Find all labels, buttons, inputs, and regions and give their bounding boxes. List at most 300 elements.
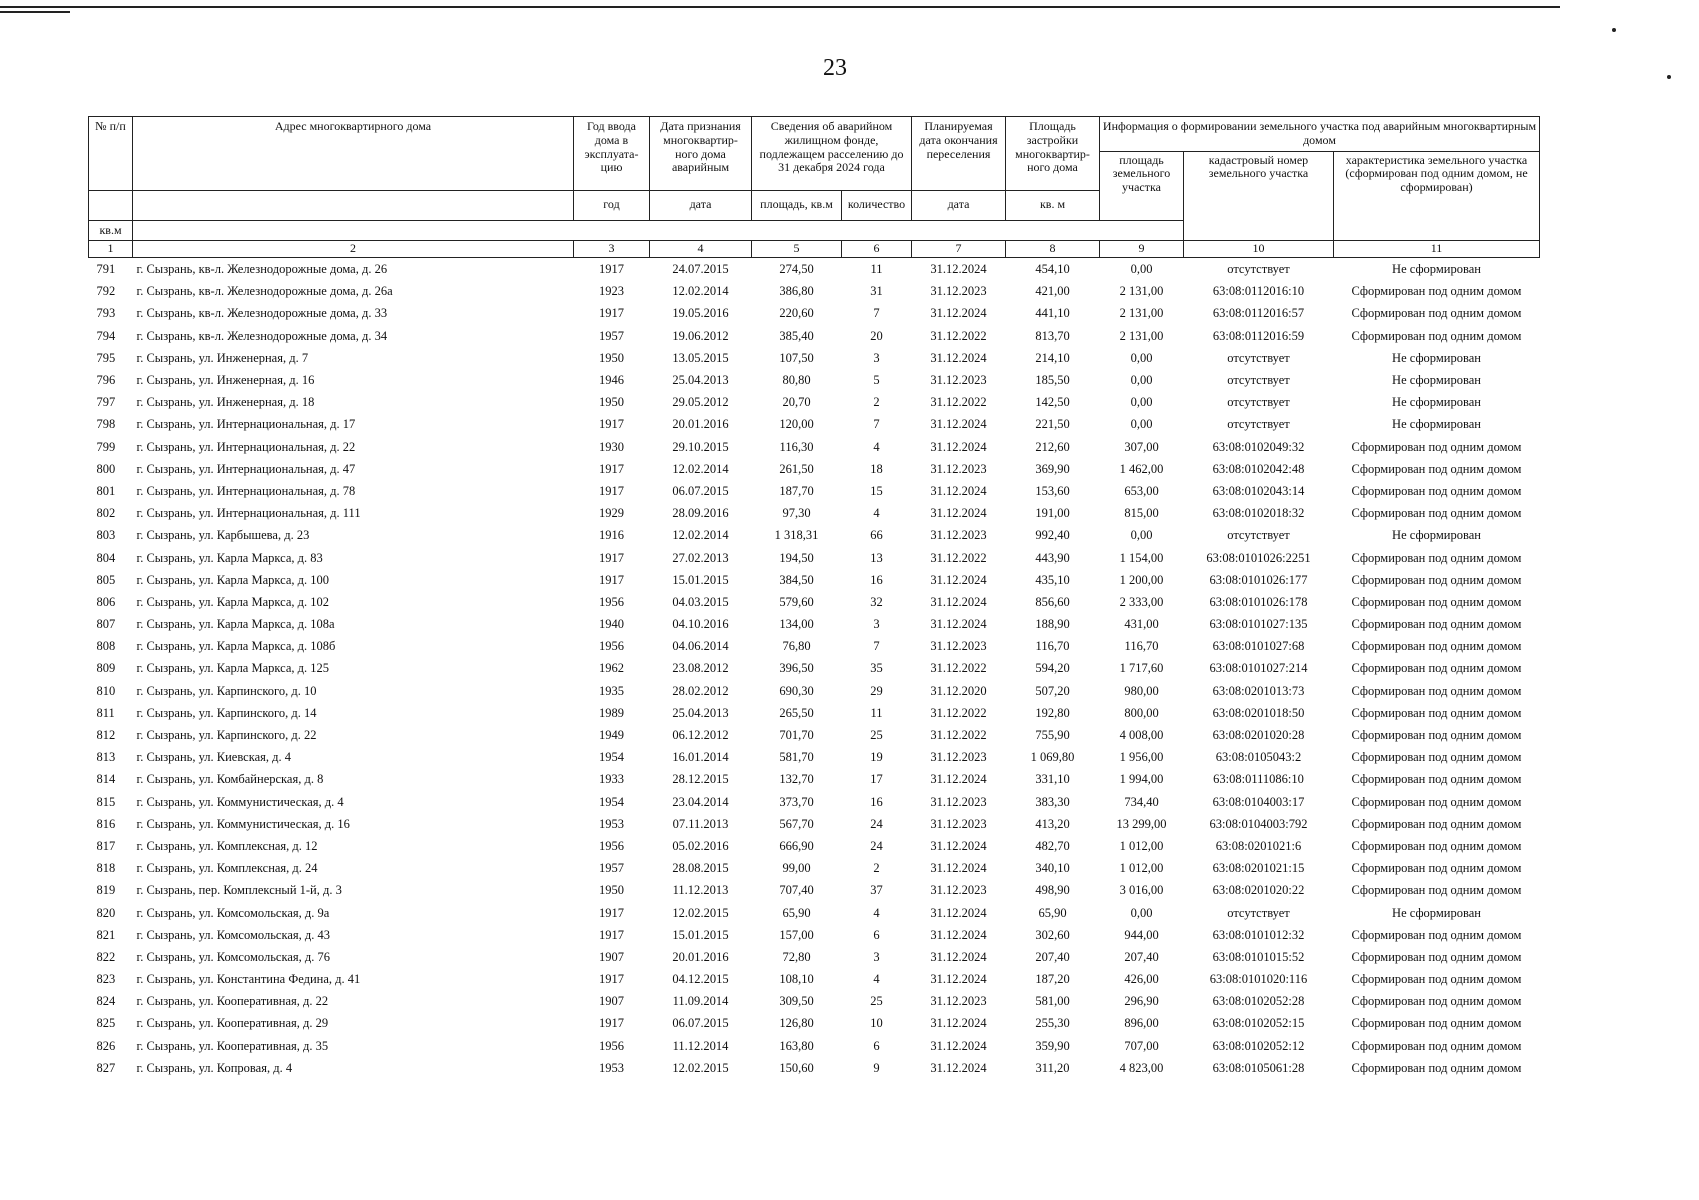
recognition-date-cell: 12.02.2015 [672,905,729,920]
planned-date-cell: 31.12.2024 [930,572,987,587]
header-unit-land-area: кв.м [89,220,133,241]
land-area-cell: 2 333,00 [1119,594,1164,609]
fund-count-cell: 7 [873,639,880,654]
row-number-cell: 823 [96,972,116,987]
table-row [89,879,1540,901]
building-area-cell: 594,20 [1035,661,1070,676]
top-rule [0,6,1560,8]
planned-date-cell: 31.12.2023 [930,639,987,654]
fund-area-cell: 134,00 [779,617,814,632]
land-area-cell: 815,00 [1124,506,1159,521]
fund-area-cell: 163,80 [779,1038,814,1053]
building-area-cell: 187,20 [1035,972,1070,987]
recognition-date-cell: 25.04.2013 [672,705,729,720]
building-area-cell: 813,70 [1035,328,1070,343]
table-row [89,258,1540,281]
planned-date-cell: 31.12.2023 [930,750,987,765]
row-number-cell: 815 [96,794,116,809]
table-row [89,591,1540,613]
planned-date-cell: 31.12.2022 [930,661,987,676]
header-unit-year: год [574,190,650,220]
table-row [89,436,1540,458]
planned-date-cell: 31.12.2022 [930,550,987,565]
planned-date-cell: 31.12.2023 [930,994,987,1009]
land-characteristic-cell: Сформирован под одним домом [1351,1060,1522,1075]
commission-year-cell: 1953 [599,1060,624,1075]
fund-count-cell: 6 [873,927,880,942]
table-row [89,813,1540,835]
building-area-cell: 116,70 [1035,639,1070,654]
fund-count-cell: 7 [873,417,880,432]
land-characteristic-cell: Сформирован под одним домом [1351,816,1522,831]
fund-area-cell: 116,30 [779,439,814,454]
cadastral-number-cell: 63:08:0102018:32 [1212,506,1305,521]
header-col-fund: Сведения об аварийном жилищном фонде, подлежащем расселению до 31 декабря 2024 года [752,117,912,191]
recognition-date-cell: 15.01.2015 [672,572,729,587]
page-number: 23 [823,55,847,81]
fund-area-cell: 373,70 [779,794,814,809]
row-number-cell: 826 [96,1038,116,1053]
cadastral-number-cell: 63:08:0101015:52 [1212,949,1305,964]
table-row [89,303,1540,325]
land-area-cell: 307,00 [1124,439,1159,454]
row-number-cell: 799 [96,439,116,454]
header-col-year: Год ввода дома в эксплуата-цию [574,117,650,191]
recognition-date-cell: 27.02.2013 [672,550,729,565]
fund-area-cell: 107,50 [779,350,814,365]
row-number-cell: 820 [96,905,116,920]
building-area-cell: 507,20 [1035,683,1070,698]
fund-area-cell: 76,80 [782,639,811,654]
fund-area-cell: 20,70 [782,395,811,410]
cadastral-number-cell: 63:08:0104003:792 [1209,816,1308,831]
land-characteristic-cell: Сформирован под одним домом [1351,550,1522,565]
land-area-cell: 734,40 [1124,794,1159,809]
fund-area-cell: 132,70 [779,772,814,787]
fund-count-cell: 6 [873,1038,880,1053]
recognition-date-cell: 28.08.2015 [672,861,729,876]
building-area-cell: 498,90 [1035,883,1070,898]
cadastral-number-cell: 63:08:0112016:59 [1212,328,1305,343]
table-row [89,1013,1540,1035]
fund-count-cell: 13 [870,550,883,565]
recognition-date-cell: 11.12.2014 [672,1038,729,1053]
table-row [89,458,1540,480]
land-characteristic-cell: Сформирован под одним домом [1351,994,1522,1009]
cadastral-number-cell: 63:08:0101027:135 [1209,617,1308,632]
cadastral-number-cell: 63:08:0101020:116 [1209,972,1308,987]
cadastral-number-cell: 63:08:0101026:2251 [1206,550,1311,565]
cadastral-number-cell: 63:08:0101012:32 [1212,927,1305,942]
recognition-date-cell: 29.05.2012 [672,395,729,410]
planned-date-cell: 31.12.2023 [930,461,987,476]
address-cell: г. Сызрань, ул. Комсомольская, д. 43 [136,927,330,942]
fund-count-cell: 2 [873,861,880,876]
fund-count-cell: 16 [870,794,883,809]
land-characteristic-cell: Сформирован под одним домом [1351,439,1522,454]
planned-date-cell: 31.12.2023 [930,284,987,299]
fund-count-cell: 31 [870,284,883,299]
fund-count-cell: 17 [870,772,883,787]
table-row [89,990,1540,1012]
cadastral-number-cell: 63:08:0102052:12 [1212,1038,1305,1053]
fund-count-cell: 10 [870,1016,883,1031]
row-number-cell: 814 [96,772,116,787]
cadastral-number-cell: 63:08:0101027:214 [1209,661,1308,676]
land-characteristic-cell: Сформирован под одним домом [1351,661,1522,676]
building-area-cell: 441,10 [1035,306,1070,321]
fund-area-cell: 99,00 [782,861,811,876]
planned-date-cell: 31.12.2024 [930,350,987,365]
address-cell: г. Сызрань, ул. Карла Маркса, д. 125 [136,661,330,676]
fund-area-cell: 220,60 [779,306,814,321]
address-cell: г. Сызрань, ул. Карпинского, д. 10 [136,683,317,698]
recognition-date-cell: 25.04.2013 [672,373,729,388]
building-area-cell: 65,90 [1038,905,1067,920]
table-row [89,369,1540,391]
row-number-cell: 800 [96,461,116,476]
fund-count-cell: 18 [870,461,883,476]
address-cell: г. Сызрань, ул. Карпинского, д. 22 [136,728,317,743]
land-characteristic-cell: Сформирован под одним домом [1351,772,1522,787]
fund-area-cell: 150,60 [779,1060,814,1075]
fund-count-cell: 2 [873,395,880,410]
table-row [89,524,1540,546]
header-col-number: 4 [650,241,752,258]
header-col-number: 10 [1184,241,1334,258]
address-cell: г. Сызрань, ул. Карла Маркса, д. 108а [136,617,335,632]
row-number-cell: 804 [96,550,116,565]
row-number-cell: 808 [96,639,116,654]
planned-date-cell: 31.12.2024 [930,905,987,920]
address-cell: г. Сызрань, ул. Интернациональная, д. 17 [136,417,356,432]
land-area-cell: 426,00 [1124,972,1159,987]
cadastral-number-cell: 63:08:0104003:17 [1212,794,1305,809]
table-row [89,414,1540,436]
fund-area-cell: 72,80 [782,949,811,964]
table-row [89,924,1540,946]
land-characteristic-cell: Сформирован под одним домом [1351,594,1522,609]
commission-year-cell: 1917 [599,905,624,920]
building-area-cell: 207,40 [1035,949,1070,964]
commission-year-cell: 1935 [599,683,624,698]
recognition-date-cell: 23.04.2014 [672,794,729,809]
address-cell: г. Сызрань, ул. Комсомольская, д. 9а [136,905,330,920]
row-number-cell: 795 [96,350,116,365]
land-characteristic-cell: Сформирован под одним домом [1351,328,1522,343]
fund-count-cell: 24 [870,838,883,853]
header-col-number: 5 [752,241,842,258]
table-row [89,502,1540,524]
address-cell: г. Сызрань, ул. Коммунистическая, д. 4 [136,794,344,809]
address-cell: г. Сызрань, ул. Карла Маркса, д. 83 [136,550,323,565]
land-characteristic-cell: Сформирован под одним домом [1351,572,1522,587]
header-col-land-area: площадь земельного участка [1100,151,1184,220]
land-area-cell: 800,00 [1124,705,1159,720]
address-cell: г. Сызрань, ул. Карпинского, д. 14 [136,705,317,720]
land-area-cell: 116,70 [1124,639,1159,654]
header-unit-address-empty [133,190,574,220]
land-characteristic-cell: Сформирован под одним домом [1351,617,1522,632]
header-col-number: 2 [133,241,574,258]
address-cell: г. Сызрань, ул. Карла Маркса, д. 108б [136,639,336,654]
planned-date-cell: 31.12.2024 [930,262,987,277]
row-number-cell: 806 [96,594,116,609]
land-characteristic-cell: Сформирован под одним домом [1351,306,1522,321]
address-cell: г. Сызрань, ул. Кооперативная, д. 22 [136,994,329,1009]
land-area-cell: 1 012,00 [1119,861,1164,876]
recognition-date-cell: 20.01.2016 [672,417,729,432]
fund-area-cell: 187,70 [779,483,814,498]
fund-count-cell: 37 [870,883,883,898]
recognition-date-cell: 16.01.2014 [672,750,729,765]
row-number-cell: 811 [96,705,115,720]
fund-count-cell: 25 [870,728,883,743]
table-row [89,1057,1540,1079]
cadastral-number-cell: 63:08:0112016:10 [1212,284,1305,299]
land-characteristic-cell: Не сформирован [1392,350,1481,365]
commission-year-cell: 1917 [599,306,624,321]
cadastral-number-cell: 63:08:0102052:28 [1212,994,1305,1009]
address-cell: г. Сызрань, ул. Кооперативная, д. 35 [136,1038,329,1053]
commission-year-cell: 1929 [599,506,624,521]
building-area-cell: 255,30 [1035,1016,1070,1031]
land-area-cell: 0,00 [1130,262,1153,277]
land-area-cell: 3 016,00 [1119,883,1164,898]
scan-speck [1612,28,1616,32]
planned-date-cell: 31.12.2024 [930,1016,987,1031]
land-characteristic-cell: Сформирован под одним домом [1351,705,1522,720]
fund-area-cell: 567,70 [779,816,814,831]
planned-date-cell: 31.12.2024 [930,927,987,942]
table-row [89,968,1540,990]
address-cell: г. Сызрань, ул. Кооперативная, д. 29 [136,1016,329,1031]
recognition-date-cell: 06.12.2012 [672,728,729,743]
planned-date-cell: 31.12.2022 [930,705,987,720]
recognition-date-cell: 23.08.2012 [672,661,729,676]
building-area-cell: 192,80 [1035,705,1070,720]
header-unit-count: количество [842,190,912,220]
building-area-cell: 212,60 [1035,439,1070,454]
commission-year-cell: 1917 [599,972,624,987]
address-cell: г. Сызрань, кв-л. Железнодорожные дома, д. 34 [136,328,388,343]
fund-count-cell: 5 [873,373,880,388]
planned-date-cell: 31.12.2024 [930,861,987,876]
table-row [89,280,1540,302]
land-characteristic-cell: Сформирован под одним домом [1351,883,1522,898]
emergency-housing-table [88,116,1540,1079]
commission-year-cell: 1917 [599,262,624,277]
land-area-cell: 1 956,00 [1119,750,1164,765]
table-row [89,946,1540,968]
row-number-cell: 821 [96,927,116,942]
land-characteristic-cell: Сформирован под одним домом [1351,861,1522,876]
planned-date-cell: 31.12.2024 [930,417,987,432]
land-area-cell: 2 131,00 [1119,328,1164,343]
commission-year-cell: 1917 [599,417,624,432]
table-row [89,547,1540,569]
commission-year-cell: 1950 [599,350,624,365]
header-col-recognition-date: Дата признания многоквартир-ного дома аварийным [650,117,752,191]
planned-date-cell: 31.12.2024 [930,306,987,321]
fund-area-cell: 396,50 [779,661,814,676]
commission-year-cell: 1957 [599,328,624,343]
building-area-cell: 581,00 [1035,994,1070,1009]
fund-count-cell: 4 [873,972,880,987]
address-cell: г. Сызрань, ул. Интернациональная, д. 47 [136,461,356,476]
table-row [89,902,1540,924]
row-number-cell: 803 [96,528,116,543]
address-cell: г. Сызрань, ул. Комплексная, д. 12 [136,838,318,853]
building-area-cell: 142,50 [1035,395,1070,410]
table-body [89,258,1540,1079]
commission-year-cell: 1917 [599,1016,624,1031]
row-number-cell: 797 [96,395,116,410]
building-area-cell: 435,10 [1035,572,1070,587]
recognition-date-cell: 11.09.2014 [672,994,729,1009]
building-area-cell: 188,90 [1035,617,1070,632]
land-area-cell: 431,00 [1124,617,1159,632]
address-cell: г. Сызрань, ул. Инженерная, д. 16 [136,373,315,388]
commission-year-cell: 1907 [599,994,624,1009]
fund-area-cell: 274,50 [779,262,814,277]
planned-date-cell: 31.12.2022 [930,328,987,343]
building-area-cell: 1 069,80 [1030,750,1075,765]
building-area-cell: 755,90 [1035,728,1070,743]
fund-area-cell: 581,70 [779,750,814,765]
row-number-cell: 792 [96,284,116,299]
building-area-cell: 340,10 [1035,861,1070,876]
land-area-cell: 1 200,00 [1119,572,1164,587]
land-area-cell: 0,00 [1130,373,1153,388]
planned-date-cell: 31.12.2023 [930,528,987,543]
planned-date-cell: 31.12.2023 [930,816,987,831]
land-characteristic-cell: Сформирован под одним домом [1351,794,1522,809]
row-number-cell: 819 [96,883,116,898]
commission-year-cell: 1956 [599,838,624,853]
building-area-cell: 221,50 [1035,417,1070,432]
building-area-cell: 383,30 [1035,794,1070,809]
commission-year-cell: 1946 [599,373,624,388]
commission-year-cell: 1917 [599,461,624,476]
land-characteristic-cell: Не сформирован [1392,905,1481,920]
cadastral-number-cell: 63:08:0201020:22 [1212,883,1305,898]
land-characteristic-cell: Сформирован под одним домом [1351,1016,1522,1031]
fund-count-cell: 29 [870,683,883,698]
fund-count-cell: 11 [870,705,883,720]
land-area-cell: 296,90 [1124,994,1159,1009]
land-characteristic-cell: Сформирован под одним домом [1351,949,1522,964]
recognition-date-cell: 12.02.2014 [672,528,729,543]
fund-count-cell: 15 [870,483,883,498]
row-number-cell: 809 [96,661,116,676]
table-row [89,569,1540,591]
fund-area-cell: 265,50 [779,705,814,720]
planned-date-cell: 31.12.2023 [930,794,987,809]
row-number-cell: 827 [96,1060,116,1075]
land-characteristic-cell: Сформирован под одним домом [1351,927,1522,942]
planned-date-cell: 31.12.2023 [930,373,987,388]
planned-date-cell: 31.12.2024 [930,1038,987,1053]
address-cell: г. Сызрань, ул. Инженерная, д. 7 [136,350,309,365]
recognition-date-cell: 04.03.2015 [672,594,729,609]
header-col-number: 1 [89,241,133,258]
header-col-number: 3 [574,241,650,258]
row-number-cell: 822 [96,949,116,964]
address-cell: г. Сызрань, ул. Копровая, д. 4 [136,1060,293,1075]
building-area-cell: 482,70 [1035,838,1070,853]
fund-count-cell: 3 [873,949,880,964]
planned-date-cell: 31.12.2024 [930,506,987,521]
land-characteristic-cell: Сформирован под одним домом [1351,838,1522,853]
commission-year-cell: 1907 [599,949,624,964]
land-characteristic-cell: Не сформирован [1392,417,1481,432]
header-unit-building-area: кв. м [1006,190,1100,220]
commission-year-cell: 1950 [599,395,624,410]
fund-count-cell: 35 [870,661,883,676]
header-col-num: № п/п [89,117,133,191]
commission-year-cell: 1930 [599,439,624,454]
header-col-address: Адрес многоквартирного дома [133,117,574,191]
commission-year-cell: 1917 [599,927,624,942]
fund-count-cell: 4 [873,506,880,521]
table-row [89,746,1540,768]
cadastral-number-cell: отсутствует [1227,528,1290,543]
fund-count-cell: 66 [870,528,883,543]
recognition-date-cell: 06.07.2015 [672,483,729,498]
fund-count-cell: 32 [870,594,883,609]
building-area-cell: 311,20 [1035,1060,1070,1075]
fund-area-cell: 120,00 [779,417,814,432]
fund-area-cell: 386,80 [779,284,814,299]
recognition-date-cell: 19.06.2012 [672,328,729,343]
fund-count-cell: 4 [873,905,880,920]
planned-date-cell: 31.12.2024 [930,772,987,787]
land-area-cell: 1 717,60 [1119,661,1164,676]
address-cell: г. Сызрань, пер. Комплексный 1-й, д. 3 [136,883,342,898]
land-area-cell: 0,00 [1130,528,1153,543]
land-characteristic-cell: Сформирован под одним домом [1351,750,1522,765]
row-number-cell: 816 [96,816,116,831]
fund-area-cell: 690,30 [779,683,814,698]
fund-area-cell: 261,50 [779,461,814,476]
cadastral-number-cell: 63:08:0201018:50 [1212,705,1305,720]
planned-date-cell: 31.12.2022 [930,395,987,410]
cadastral-number-cell: 63:08:0201021:15 [1212,861,1305,876]
fund-count-cell: 9 [873,1060,880,1075]
building-area-cell: 413,20 [1035,816,1070,831]
address-cell: г. Сызрань, ул. Комсомольская, д. 76 [136,949,330,964]
land-characteristic-cell: Сформирован под одним домом [1351,1038,1522,1053]
row-number-cell: 798 [96,417,116,432]
recognition-date-cell: 04.06.2014 [672,639,729,654]
row-number-cell: 810 [96,683,116,698]
planned-date-cell: 31.12.2024 [930,1060,987,1075]
fund-area-cell: 126,80 [779,1016,814,1031]
address-cell: г. Сызрань, ул. Киевская, д. 4 [136,750,292,765]
emergency-housing-table-wrapper [88,116,1540,1079]
fund-count-cell: 7 [873,306,880,321]
cadastral-number-cell: отсутствует [1227,373,1290,388]
building-area-cell: 185,50 [1035,373,1070,388]
recognition-date-cell: 13.05.2015 [672,350,729,365]
table-row [89,613,1540,635]
building-area-cell: 992,40 [1035,528,1070,543]
recognition-date-cell: 28.09.2016 [672,506,729,521]
address-cell: г. Сызрань, ул. Интернациональная, д. 78 [136,483,356,498]
commission-year-cell: 1956 [599,1038,624,1053]
cadastral-number-cell: отсутствует [1227,905,1290,920]
